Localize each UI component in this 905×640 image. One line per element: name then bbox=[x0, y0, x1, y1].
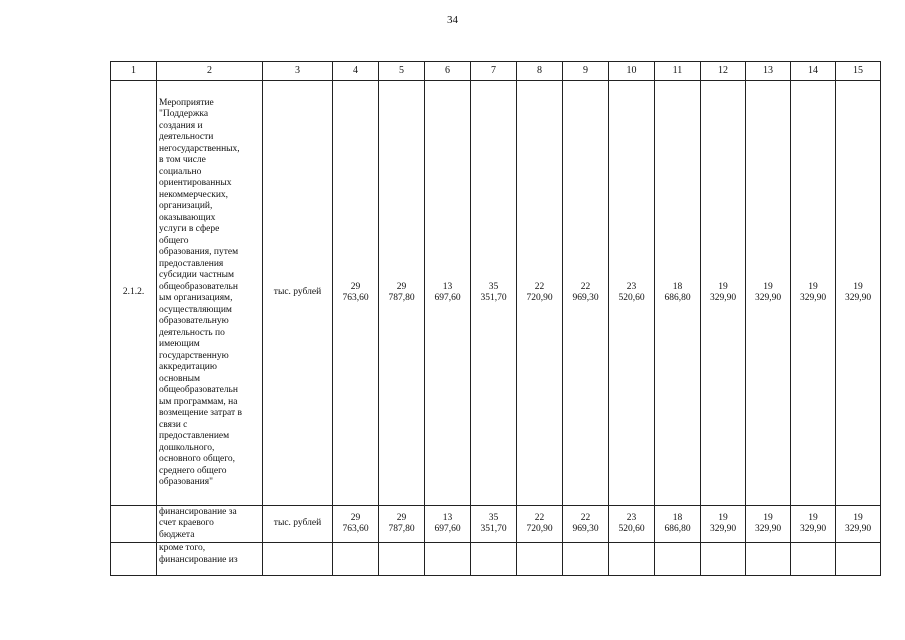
column-header: 9 bbox=[563, 62, 609, 81]
column-header: 11 bbox=[655, 62, 701, 81]
column-header: 6 bbox=[425, 62, 471, 81]
value-cell bbox=[836, 543, 881, 576]
table-row bbox=[111, 543, 881, 576]
column-header: 5 bbox=[379, 62, 425, 81]
row-unit: тыс. рублей bbox=[263, 81, 333, 506]
column-header: 14 bbox=[791, 62, 836, 81]
value-cell: 35 351,70 bbox=[471, 81, 517, 506]
value-cell bbox=[425, 543, 471, 576]
value-cell bbox=[791, 543, 836, 576]
column-header: 2 bbox=[157, 62, 263, 81]
column-header: 15 bbox=[836, 62, 881, 81]
column-header: 1 bbox=[111, 62, 157, 81]
value-cell bbox=[609, 543, 655, 576]
value-cell: 23 520,60 bbox=[609, 81, 655, 506]
row-description: финансирование за счет краевого бюджета bbox=[157, 506, 263, 543]
row-code: 2.1.2. bbox=[111, 81, 157, 506]
column-header: 7 bbox=[471, 62, 517, 81]
value-cell: 13 697,60 bbox=[425, 506, 471, 543]
value-cell: 29 787,80 bbox=[379, 506, 425, 543]
value-cell: 29 787,80 bbox=[379, 81, 425, 506]
row-unit: тыс. рублей bbox=[263, 506, 333, 543]
value-cell: 18 686,80 bbox=[655, 506, 701, 543]
column-header: 13 bbox=[746, 62, 791, 81]
value-cell: 13 697,60 bbox=[425, 81, 471, 506]
value-cell: 22 720,90 bbox=[517, 506, 563, 543]
column-header: 4 bbox=[333, 62, 379, 81]
value-cell bbox=[333, 543, 379, 576]
column-header: 12 bbox=[701, 62, 746, 81]
row-code bbox=[111, 506, 157, 543]
page-number: 34 bbox=[447, 14, 458, 26]
value-cell: 19 329,90 bbox=[791, 81, 836, 506]
value-cell: 19 329,90 bbox=[746, 506, 791, 543]
row-description: кроме того, финансирование из bbox=[157, 543, 263, 576]
value-cell: 19 329,90 bbox=[701, 81, 746, 506]
value-cell: 19 329,90 bbox=[791, 506, 836, 543]
budget-table bbox=[110, 61, 881, 576]
value-cell bbox=[563, 543, 609, 576]
column-header: 8 bbox=[517, 62, 563, 81]
value-cell: 18 686,80 bbox=[655, 81, 701, 506]
value-cell bbox=[379, 543, 425, 576]
value-cell: 19 329,90 bbox=[746, 81, 791, 506]
value-cell: 23 520,60 bbox=[609, 506, 655, 543]
column-header: 10 bbox=[609, 62, 655, 81]
table-row bbox=[111, 81, 881, 506]
value-cell bbox=[517, 543, 563, 576]
value-cell: 22 969,30 bbox=[563, 506, 609, 543]
value-cell bbox=[471, 543, 517, 576]
value-cell: 29 763,60 bbox=[333, 81, 379, 506]
table-header-row bbox=[111, 62, 881, 81]
value-cell: 29 763,60 bbox=[333, 506, 379, 543]
value-cell: 19 329,90 bbox=[836, 81, 881, 506]
value-cell: 19 329,90 bbox=[836, 506, 881, 543]
row-unit bbox=[263, 543, 333, 576]
value-cell: 22 720,90 bbox=[517, 81, 563, 506]
column-header: 3 bbox=[263, 62, 333, 81]
value-cell bbox=[746, 543, 791, 576]
value-cell: 22 969,30 bbox=[563, 81, 609, 506]
value-cell: 19 329,90 bbox=[701, 506, 746, 543]
value-cell: 35 351,70 bbox=[471, 506, 517, 543]
value-cell bbox=[655, 543, 701, 576]
table-row bbox=[111, 506, 881, 543]
row-description: Мероприятие "Поддержка создания и деятельности негосударственных, в том числе социально ориентированных некоммерческих, организаций, оказывающих услуги в сфере общего образования, путем предоставления субсидии частным общеобразовательн ым организациям, осуществляющим образовательную деятельность по имеющим государственную аккредитацию основным общеобразовательн ым программам, на возмещение затрат в связи с предоставлением дошкольного, основного общего, среднего общего образования" bbox=[157, 81, 263, 506]
row-code bbox=[111, 543, 157, 576]
value-cell bbox=[701, 543, 746, 576]
